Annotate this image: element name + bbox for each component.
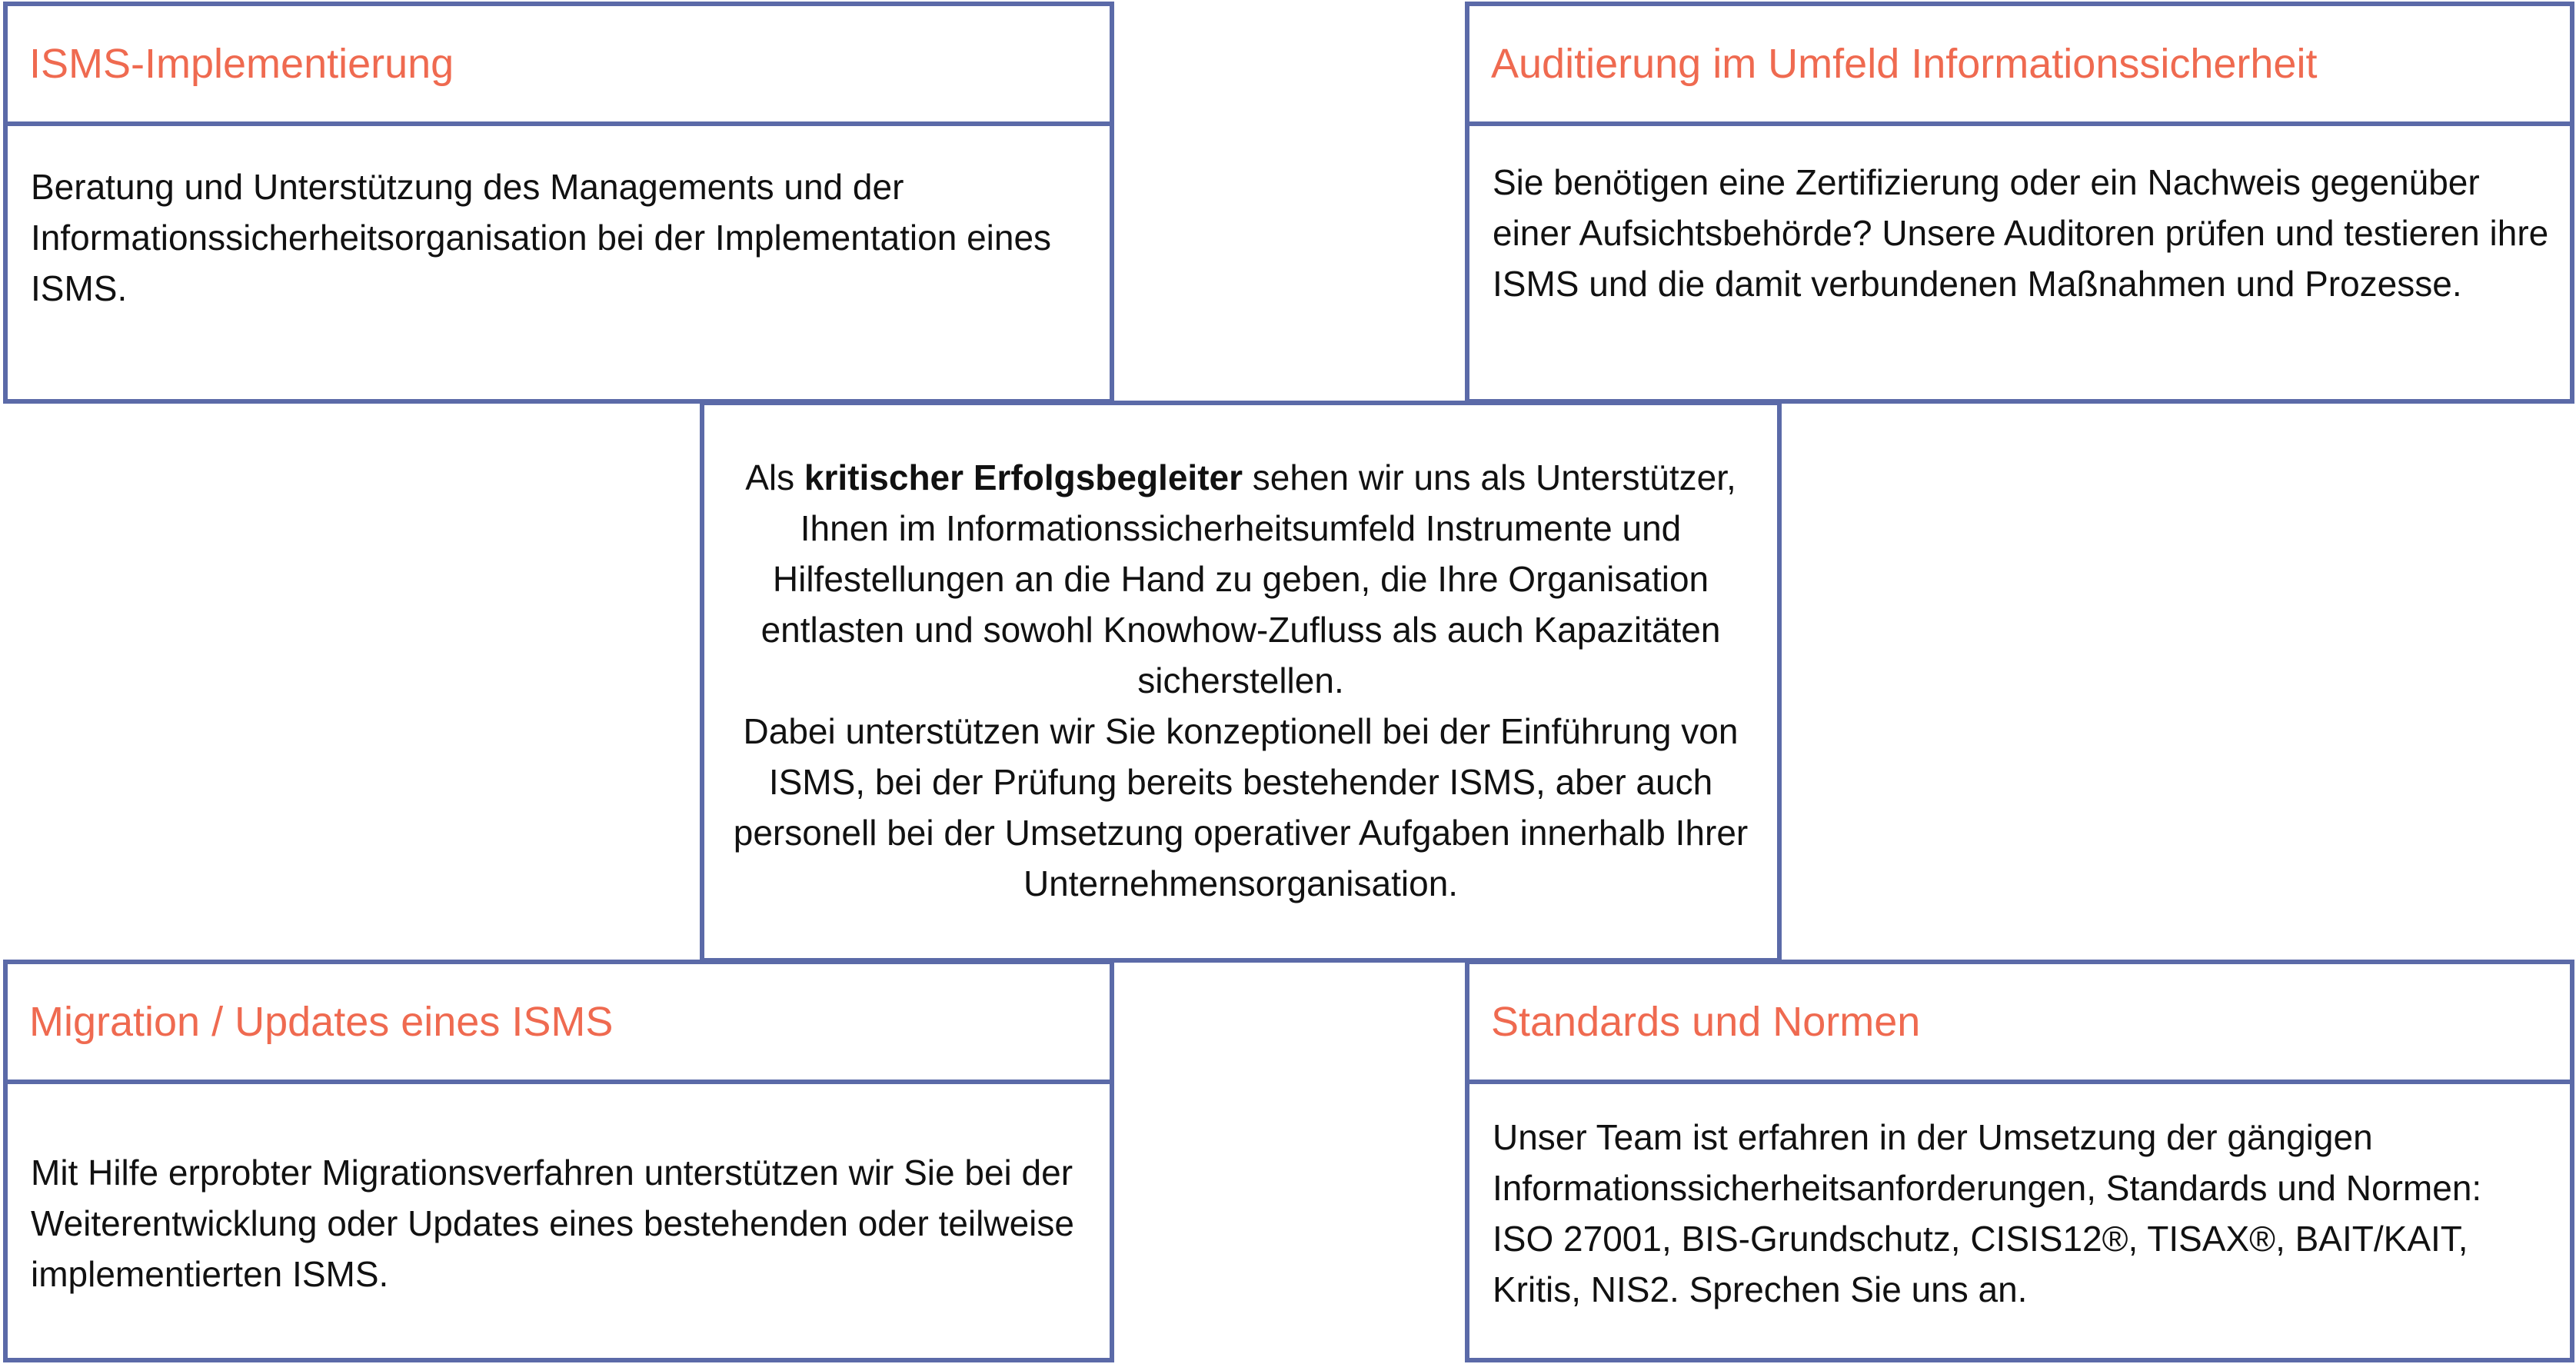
card-description: Mit Hilfe erprobter Migrationsverfahren unterstützen wir Sie bei der Weiterentwicklung oder Updates eines bestehenden oder teilweise implementierten ISMS. xyxy=(31,1153,1074,1294)
card-title: Standards und Normen xyxy=(1469,964,2570,1084)
card-description: Unser Team ist erfahren in der Umsetzung der gängigen Informationssicherheitsanforderungen, Standards und Normen: ISO 27001, BIS-Grundschutz, CISIS12®, TISAX®, BAIT/KAIT, Kritis, NIS2. Sprechen Sie uns an. xyxy=(1493,1117,2482,1309)
center-intro: Als xyxy=(745,457,795,497)
card-title: Auditierung im Umfeld Informationssicherheit xyxy=(1469,6,2570,126)
card-title: Migration / Updates eines ISMS xyxy=(8,964,1110,1084)
card-description: Beratung und Unterstützung des Managements und der Informationssicherheitsorganisation bei der Implementation eines ISMS. xyxy=(31,167,1052,308)
center-text-part2: Dabei unterstützen wir Sie konzeptionell bei der Einführung von ISMS, bei der Prüfung bereits bestehender ISMS, aber auch personell bei der Umsetzung operativer Aufgaben innerhalb Ihrer Unternehmensorganisation. xyxy=(733,710,1749,903)
center-statement-box xyxy=(700,401,1782,963)
center-text-part1: sehen wir uns als Unterstützer, Ihnen im Informationssicherheitsumfeld Instrumente und Hilfestellungen an die Hand zu geben, die Ihre Organisation entlasten und sowohl Knowhow-Zufluss als auch Kapazitäten sicherstellen. xyxy=(760,457,1736,700)
center-statement xyxy=(724,452,1757,909)
card-description: Sie benötigen eine Zertifizierung oder ein Nachweis gegenüber einer Aufsichtsbehörde? Unsere Auditoren prüfen und testieren ihre ISMS und die damit verbundenen Maßnahmen und Prozesse. xyxy=(1493,162,2549,304)
card-auditing xyxy=(1465,2,2574,404)
card-title: ISMS-Implementierung xyxy=(8,6,1110,126)
card-migration xyxy=(3,960,1114,1362)
card-standards xyxy=(1465,960,2574,1362)
center-emphasis: kritischer Erfolgsbegleiter xyxy=(804,457,1243,497)
card-isms-implementation xyxy=(3,2,1114,404)
